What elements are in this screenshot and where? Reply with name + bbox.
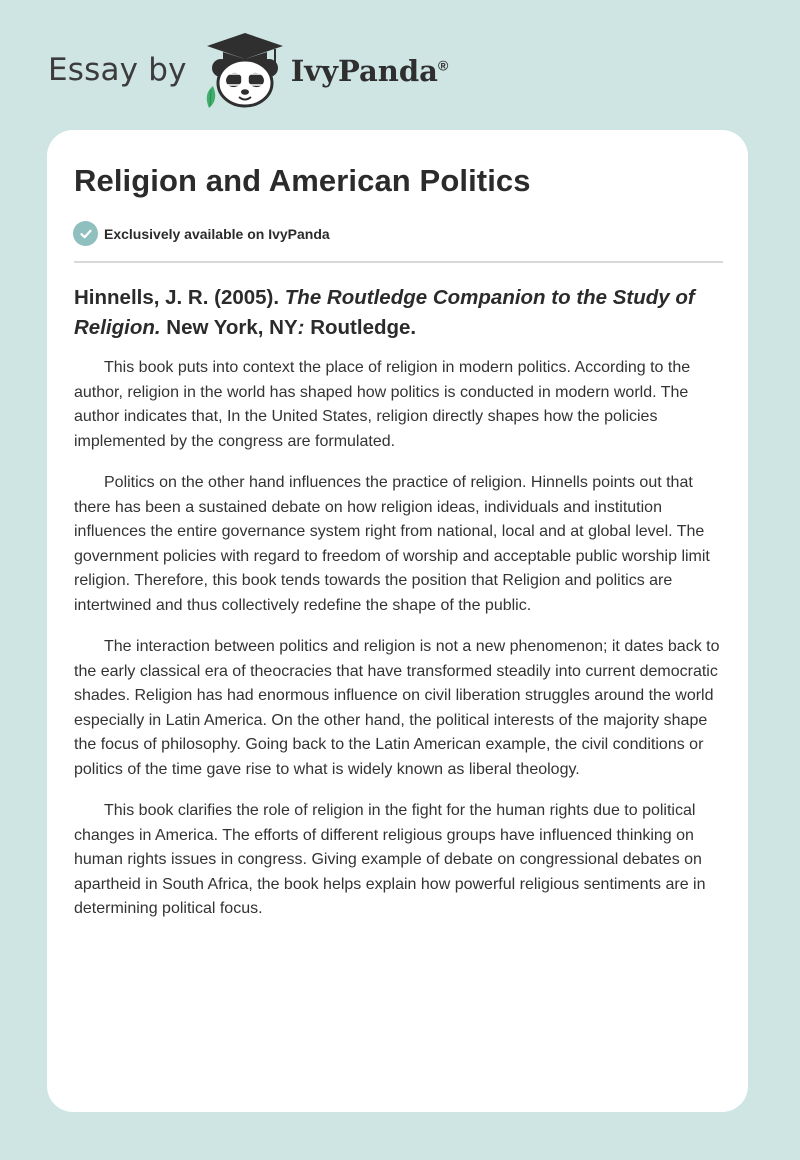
exclusive-badge (73, 221, 330, 246)
citation-place: New York, NY (166, 316, 298, 339)
citation-publisher: Routledge. (310, 316, 417, 339)
citation-book-title: The Routledge Companion to the Study of Religion. (74, 286, 695, 339)
citation-heading (74, 283, 714, 343)
check-circle-icon (73, 221, 98, 246)
page-title: Religion and American Politics (74, 163, 531, 198)
exclusive-label: Exclusively available on IvyPanda (104, 225, 330, 242)
paragraph: This book clarifies the role of religion in the fight for the human rights due to political changes in America. The efforts of different religious groups have influenced thinking on human rights issues in congress. Giving example of debate on congressional debates on apartheid in South Africa, the book helps explain how powerful religious sentiments are in determining political focus. (74, 802, 706, 917)
brand-prefix: Essay by (48, 52, 187, 88)
brand-name[interactable]: IvyPanda® (290, 54, 449, 88)
divider (74, 261, 723, 263)
registered-mark: ® (437, 57, 449, 74)
citation-colon: : (297, 316, 305, 339)
paragraph: This book puts into context the place of religion in modern politics. According to the author, religion in the world has shaped how politics is conducted in modern world. The author indicates that, In the United States, religion directly shapes how the policies implemented by the congress are formulated. (74, 359, 691, 450)
paragraph: Politics on the other hand influences the practice of religion. Hinnells points out that there has been a sustained debate on how religion ideas, individuals and institution influences the entire governance system right from national, local and at global level. The government policies with regard to freedom of worship and acceptable public worship limit religion. Therefore, this book tends towards the position that Religion and politics are intertwined and thus collectively redefine the shape of the public. (74, 474, 710, 614)
panda-logo-icon[interactable] (201, 30, 289, 110)
citation-authors: Hinnells, J. R. (2005). (74, 286, 280, 309)
paragraph: The interaction between politics and religion is not a new phenomenon; it dates back to the early classical era of theocracies that have transformed steadily into current democratic shades. Religion has had enormous influence on civil liberation struggles around the world especially in Latin America. On the other hand, the political interests of the majority shape the focus of philosophy. Going back to the Latin American example, the civil conditions or politics of the time gave rise to what is widely known as liberal theology. (74, 638, 720, 778)
site-header (48, 34, 448, 114)
essay-body (74, 356, 726, 939)
essay-card (47, 130, 748, 1112)
